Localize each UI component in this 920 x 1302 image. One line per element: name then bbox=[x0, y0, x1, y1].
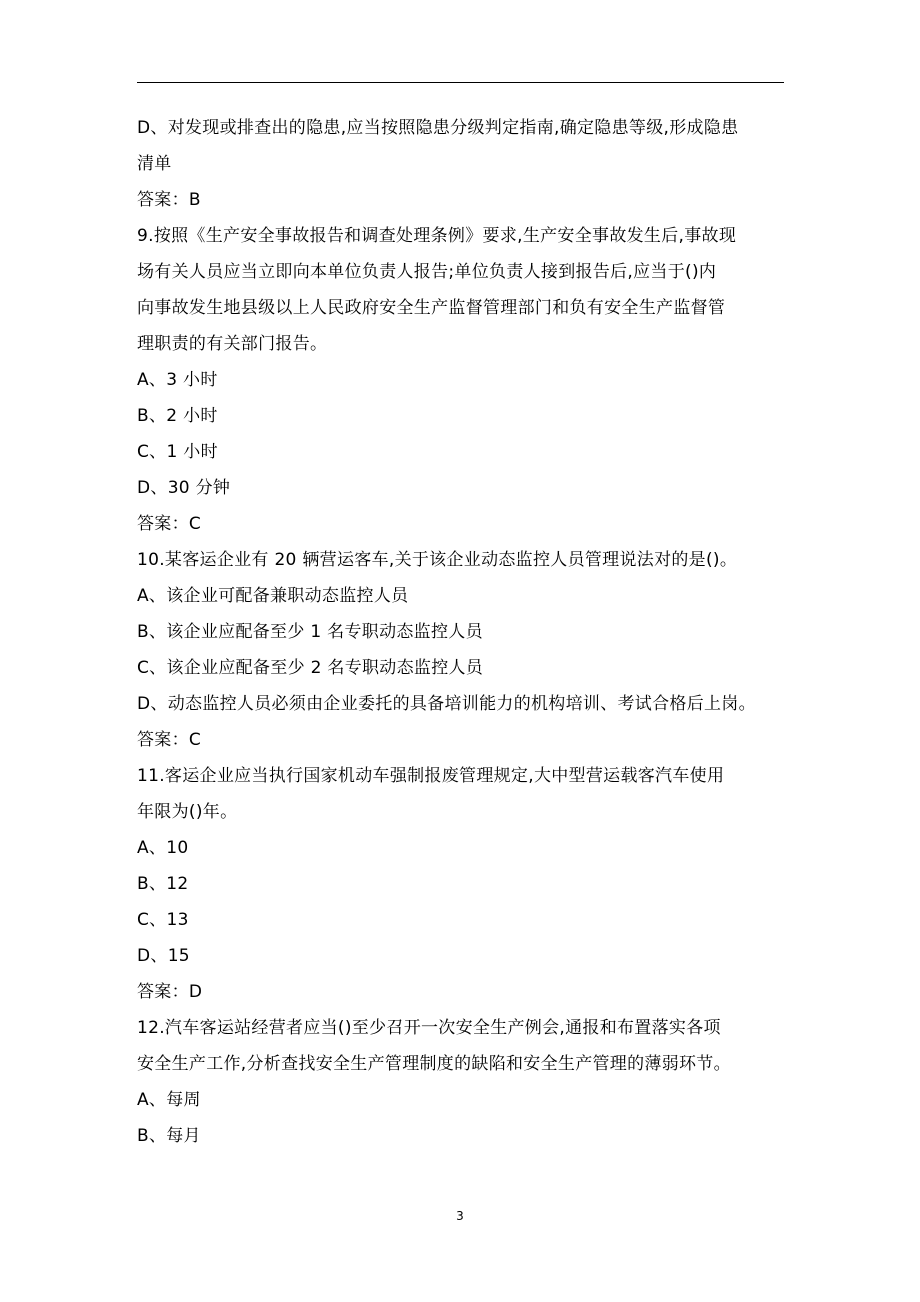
option-d-q9: D、30 分钟 bbox=[137, 478, 231, 498]
question-9-line3: 向事故发生地县级以上人民政府安全生产监督管理部门和负有安全生产监督管 bbox=[137, 298, 726, 318]
question-9-line1: 9.按照《生产安全事故报告和调查处理条例》要求,生产安全事故发生后,事故现 bbox=[137, 226, 737, 246]
option-c-q9: C、1 小时 bbox=[137, 442, 218, 462]
option-a-q10: A、该企业可配备兼职动态监控人员 bbox=[137, 586, 409, 606]
question-9-line2: 场有关人员应当立即向本单位负责人报告;单位负责人接到报告后,应当于()内 bbox=[137, 262, 717, 282]
option-b-q11: B、12 bbox=[137, 874, 189, 894]
option-c-q10: C、该企业应配备至少 2 名专职动态监控人员 bbox=[137, 658, 484, 678]
option-a-q9: A、3 小时 bbox=[137, 370, 218, 390]
answer-q10: 答案：C bbox=[137, 730, 202, 750]
option-b-q9: B、2 小时 bbox=[137, 406, 218, 426]
option-d-q8-line2: 清单 bbox=[137, 154, 172, 174]
option-d-q10: D、动态监控人员必须由企业委托的具备培训能力的机构培训、考试合格后上岗。 bbox=[137, 694, 756, 714]
page-number: 3 bbox=[456, 1209, 464, 1223]
question-11-line2: 年限为()年。 bbox=[137, 802, 238, 822]
answer-q11: 答案：D bbox=[137, 982, 203, 1002]
header-rule bbox=[137, 82, 784, 83]
option-b-q12: B、每月 bbox=[137, 1126, 201, 1146]
question-12-line1: 12.汽车客运站经营者应当()至少召开一次安全生产例会,通报和布置落实各项 bbox=[137, 1018, 721, 1038]
option-a-q11: A、10 bbox=[137, 838, 189, 858]
document-body bbox=[137, 110, 787, 1154]
question-9-line4: 理职责的有关部门报告。 bbox=[137, 334, 328, 354]
answer-q8: 答案：B bbox=[137, 190, 201, 210]
option-a-q12: A、每周 bbox=[137, 1090, 201, 1110]
question-10: 10.某客运企业有 20 辆营运客车,关于该企业动态监控人员管理说法对的是()。 bbox=[137, 550, 738, 570]
question-12-line2: 安全生产工作,分析查找安全生产管理制度的缺陷和安全生产管理的薄弱环节。 bbox=[137, 1054, 731, 1074]
option-d-q11: D、15 bbox=[137, 946, 190, 966]
option-d-q8-line1: D、对发现或排查出的隐患,应当按照隐患分级判定指南,确定隐患等级,形成隐患 bbox=[137, 118, 739, 138]
option-c-q11: C、13 bbox=[137, 910, 189, 930]
option-b-q10: B、该企业应配备至少 1 名专职动态监控人员 bbox=[137, 622, 483, 642]
question-11-line1: 11.客运企业应当执行国家机动车强制报废管理规定,大中型营运载客汽车使用 bbox=[137, 766, 725, 786]
answer-q9: 答案：C bbox=[137, 514, 202, 534]
